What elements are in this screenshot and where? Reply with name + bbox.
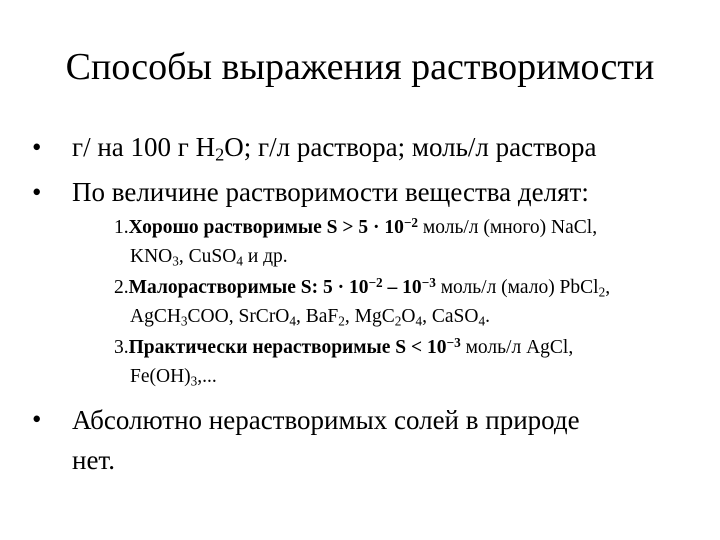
- text-run: , BaF: [296, 306, 339, 327]
- subscript: 4: [415, 313, 423, 329]
- text-run: AgCH: [130, 306, 181, 327]
- slide-title: Способы выражения растворимости: [65, 46, 655, 88]
- subscript: 2: [338, 313, 345, 329]
- subscript: 3: [190, 373, 198, 389]
- bullet-text: [72, 128, 596, 166]
- text-run: моль/л (много) NaCl,: [418, 217, 598, 238]
- sublist-item-soluble: [114, 213, 597, 271]
- bullet-dot-icon: •: [32, 177, 42, 207]
- sublist-item-insoluble: [114, 333, 573, 391]
- item-number: 2.: [114, 277, 129, 298]
- text-run: KNO: [130, 246, 173, 267]
- sublist-line: [114, 213, 597, 242]
- exponent: −2: [403, 215, 419, 231]
- exponent: −3: [421, 275, 436, 291]
- text-run: ,: [605, 277, 611, 298]
- text-run: Fe(OH): [130, 366, 191, 387]
- subscript: 3: [172, 253, 179, 269]
- text-line: нет.: [72, 445, 115, 475]
- text-run: г/ на 100 г H: [72, 132, 216, 162]
- bullet-dot-icon: •: [32, 404, 42, 434]
- text-run: , CaSO: [422, 306, 479, 327]
- bullet-text: [72, 400, 580, 480]
- text-run: , MgC: [344, 306, 395, 327]
- exponent: −3: [446, 335, 461, 351]
- subscript: 4: [289, 313, 297, 329]
- item-term: Малорастворимые S: 5 · 10: [128, 277, 369, 298]
- bullet-text: По величине растворимости вещества делят:: [72, 177, 589, 207]
- sublist-line: [114, 333, 573, 362]
- text-run: моль/л (мало) PbCl: [435, 277, 599, 298]
- text-run: моль/л AgCl,: [460, 337, 574, 358]
- sublist-item-slightly-soluble: [114, 273, 610, 331]
- sublist-line: [114, 273, 610, 302]
- text-run: .: [485, 306, 490, 327]
- item-term: Хорошо растворимые S > 5 · 10: [128, 217, 404, 238]
- text-line: Абсолютно нерастворимых солей в природе: [72, 405, 580, 435]
- subscript: 4: [236, 253, 243, 269]
- sublist-line: [114, 302, 610, 331]
- text-run: O: [401, 306, 416, 327]
- subscript: 2: [215, 144, 225, 165]
- item-number: 1.: [114, 217, 129, 238]
- exponent: −2: [368, 275, 383, 291]
- subscript: 2: [598, 284, 606, 300]
- subscript: 2: [394, 313, 402, 329]
- bullet-dot-icon: •: [32, 132, 42, 162]
- sublist-line: [114, 362, 573, 391]
- sublist-line: [114, 242, 597, 271]
- text-run: и др.: [242, 246, 288, 267]
- text-run: – 10: [382, 277, 422, 298]
- item-term: Практически нерастворимые S < 10: [128, 337, 447, 358]
- text-run: , CuSO: [178, 246, 237, 267]
- text-run: O; г/л раствора; моль/л раствора: [224, 132, 597, 162]
- text-run: ,...: [197, 366, 217, 387]
- item-number: 3.: [114, 337, 129, 358]
- subscript: 4: [478, 313, 486, 329]
- text-run: COO, SrCrO: [187, 306, 290, 327]
- subscript: 3: [180, 313, 188, 329]
